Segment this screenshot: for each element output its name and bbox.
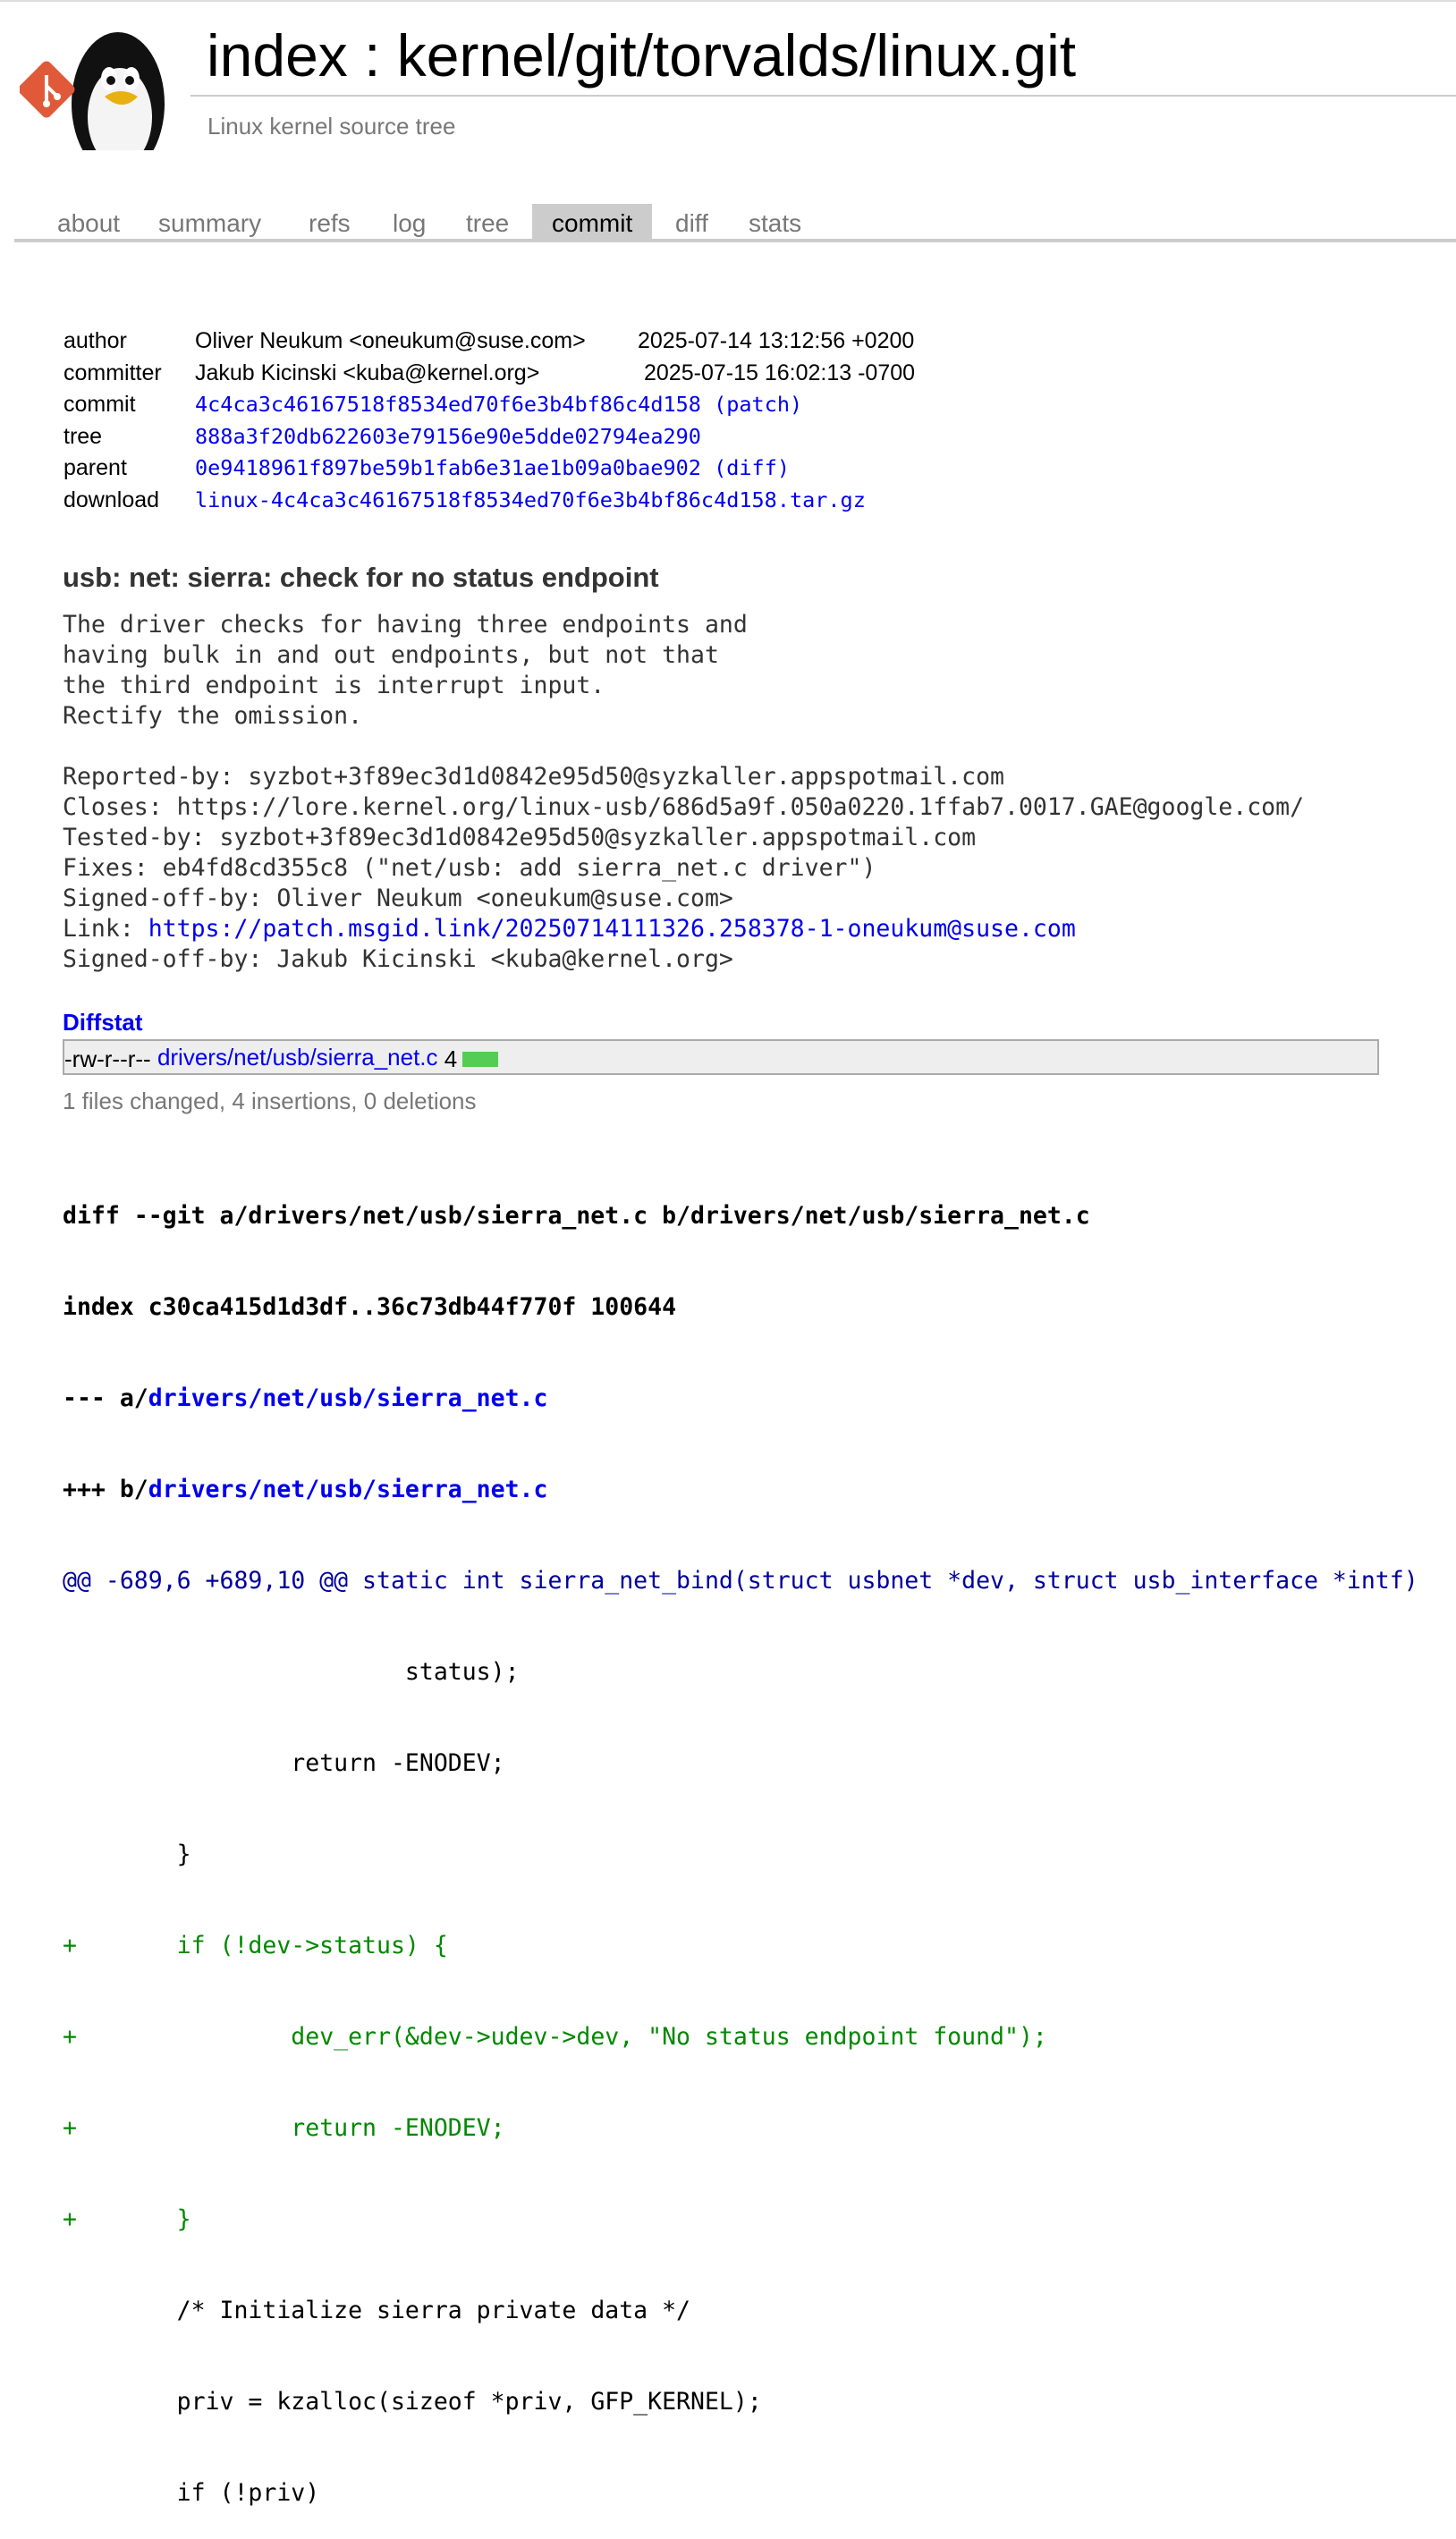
trailer-line: Fixes: eb4fd8cd355c8 ("net/usb: add sierra_net.c driver")	[63, 854, 876, 882]
new-prefix: +++ b/	[63, 1476, 148, 1503]
parent-diff-link[interactable]: diff	[726, 455, 777, 480]
diff-context-line: }	[63, 1841, 191, 1868]
tree-hash-link[interactable]: 888a3f20db622603e79156e90e5dde02794ea290	[195, 423, 701, 449]
diff-context-line: status);	[63, 1658, 520, 1686]
insertions-bar	[462, 1052, 498, 1067]
trailer-line: Signed-off-by: Jakub Kicinski <kuba@kernel.org>	[63, 945, 733, 973]
change-count: 4	[444, 1045, 458, 1073]
diff-context-line: return -ENODEV;	[63, 1749, 505, 1777]
diffstat-file-link[interactable]: drivers/net/usb/sierra_net.c	[157, 1044, 438, 1071]
diff-context-line: /* Initialize sierra private data */	[63, 2297, 690, 2324]
old-prefix: --- a/	[63, 1384, 148, 1412]
file-mode: -rw-r--r--	[64, 1045, 151, 1073]
message-line: Rectify the omission.	[63, 702, 363, 730]
diff-context-line: if (!priv)	[63, 2479, 320, 2507]
repo-description: Linux kernel source tree	[207, 113, 456, 140]
author-label: author	[63, 328, 127, 353]
committer-label: committer	[63, 360, 162, 385]
diffstat-table	[63, 1039, 1379, 1075]
diff-index-line: index c30ca415d1d3df..36c73db44f770f 100644	[63, 1293, 677, 1321]
commit-subject: usb: net: sierra: check for no status endpoint	[63, 562, 659, 593]
diffstat-summary: 1 files changed, 4 insertions, 0 deletions	[63, 1088, 477, 1114]
message-line: The driver checks for having three endpoints and	[63, 611, 748, 639]
message-line: having bulk in and out endpoints, but not that	[63, 641, 719, 669]
tab-stats[interactable]: stats	[749, 209, 802, 237]
committer-date: 2025-07-15 16:02:13 -0700	[644, 360, 916, 385]
diff-added-line: + if (!dev->status) {	[63, 1932, 448, 1959]
commit-hash-link[interactable]: 4c4ca3c46167518f8534ed70f6e3b4bf86c4d158	[195, 392, 701, 417]
trailer-line	[63, 914, 1304, 944]
old-file-link[interactable]: drivers/net/usb/sierra_net.c	[148, 1384, 548, 1412]
diff-view	[63, 1140, 1418, 2539]
tree-label: tree	[63, 423, 103, 449]
author-value: Oliver Neukum <oneukum@suse.com>	[195, 328, 586, 353]
download-tarball-link[interactable]: linux-4c4ca3c46167518f8534ed70f6e3b4bf86c4d158.tar.gz	[195, 487, 866, 512]
commit-message	[63, 610, 1304, 975]
tab-commit[interactable]: commit	[532, 204, 652, 239]
trailer-line: Reported-by: syzbot+3f89ec3d1d0842e95d50@syzkaller.appspotmail.com	[63, 763, 1004, 791]
tab-refs[interactable]: refs	[309, 209, 351, 237]
new-file-link[interactable]: drivers/net/usb/sierra_net.c	[148, 1476, 548, 1503]
diff-added-line: + dev_err(&dev->udev->dev, "No status endpoint found");	[63, 2023, 1047, 2051]
page-title: index : kernel/git/torvalds/linux.git	[207, 22, 1077, 89]
parent-label: parent	[63, 455, 127, 480]
committer-value: Jakub Kicinski <kuba@kernel.org>	[195, 360, 540, 385]
tab-log[interactable]: log	[393, 209, 427, 237]
diff-added-line: + return -ENODEV;	[63, 2114, 505, 2142]
trailer-line: Closes: https://lore.kernel.org/linux-usb/686d5a9f.050a0220.1ffab7.0017.GAE@google.com/	[63, 793, 1305, 821]
diff-context-line: priv = kzalloc(sizeof *priv, GFP_KERNEL);	[63, 2388, 762, 2416]
parent-hash-link[interactable]: 0e9418961f897be59b1fab6e31ae1b09a0bae902	[195, 455, 701, 480]
cgit-logo-tux-icon	[20, 23, 188, 150]
diff-old-file-line	[63, 1384, 1418, 1414]
tab-diff[interactable]: diff	[675, 209, 708, 237]
diff-hunk-header: @@ -689,6 +689,10 @@ static int sierra_net_bind(struct usbnet *dev, struct usb_interface *intf)	[63, 1567, 1418, 1595]
top-border	[0, 0, 1456, 2]
tab-tree[interactable]: tree	[466, 209, 510, 237]
diffstat-heading-link[interactable]: Diffstat	[63, 1009, 143, 1036]
diff-header-line: diff --git a/drivers/net/usb/sierra_net.c b/drivers/net/usb/sierra_net.c	[63, 1202, 1090, 1230]
author-date: 2025-07-14 13:12:56 +0200	[638, 328, 915, 353]
tab-summary[interactable]: summary	[158, 209, 262, 237]
link-label: Link:	[63, 915, 148, 943]
nav-tabs	[14, 204, 1456, 242]
diff-new-file-line	[63, 1475, 1418, 1505]
header-divider	[190, 95, 1456, 97]
trailer-line: Signed-off-by: Oliver Neukum <oneukum@suse.com>	[63, 884, 733, 912]
tab-about[interactable]: about	[57, 209, 121, 237]
message-line: the third endpoint is interrupt input.	[63, 672, 605, 699]
download-label: download	[63, 487, 160, 512]
diff-added-line: + }	[63, 2205, 191, 2233]
commit-label: commit	[63, 392, 136, 417]
patch-link[interactable]: patch	[726, 392, 790, 417]
trailer-line: Tested-by: syzbot+3f89ec3d1d0842e95d50@syzkaller.appspotmail.com	[63, 824, 977, 851]
patch-msgid-link[interactable]: https://patch.msgid.link/20250714111326.258378-1-oneukum@suse.com	[148, 915, 1076, 943]
